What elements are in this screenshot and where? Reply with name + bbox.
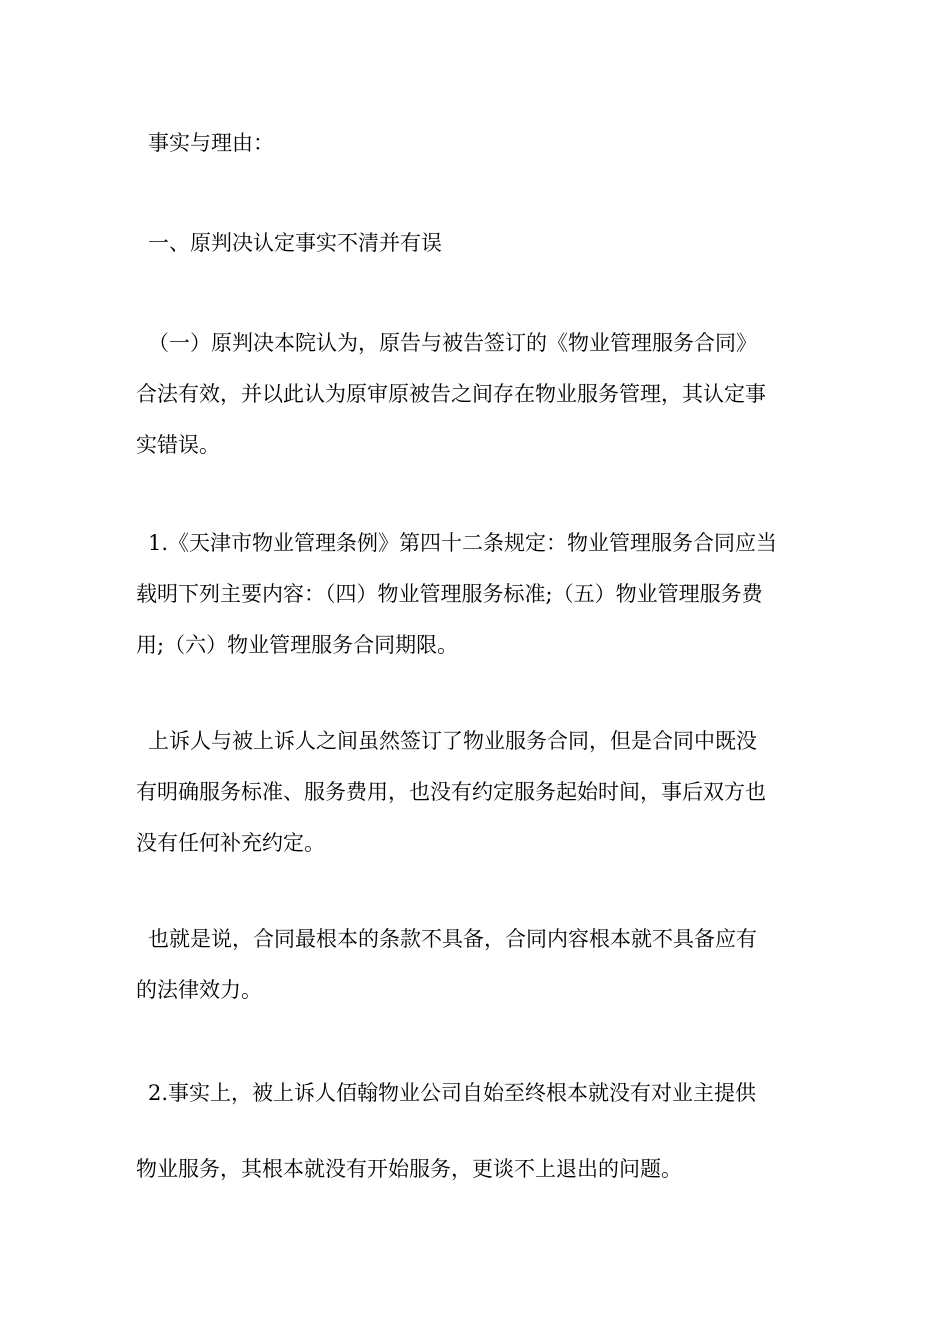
paragraph-line: 上诉人与被上诉人之间虽然签订了物业服务合同，但是合同中既没 — [148, 729, 757, 753]
paragraph-5-line-2 — [136, 1144, 816, 1195]
paragraph-1 — [136, 318, 816, 471]
paragraph-line: 有明确服务标准、服务费用，也没有约定服务起始时间，事后双方也 — [136, 780, 766, 804]
paragraph-line: 2.事实上，被上诉人佰翰物业公司自始至终根本就没有对业主提供 — [148, 1081, 757, 1105]
paragraph-3 — [136, 716, 816, 869]
paragraph-line: 1.《天津市物业管理条例》第四十二条规定：物业管理服务合同应当 — [148, 531, 778, 555]
paragraph-4 — [136, 914, 816, 1016]
section-1-title — [136, 218, 828, 269]
paragraph-line: 实错误。 — [136, 433, 220, 457]
paragraph-line: 的法律效力。 — [136, 978, 262, 1002]
heading-line: 事实与理由： — [148, 131, 274, 155]
paragraph-line: 物业服务，其根本就没有开始服务，更谈不上退出的问题。 — [136, 1157, 682, 1181]
paragraph-line: 没有任何补充约定。 — [136, 831, 325, 855]
paragraph-line: 合法有效，并以此认为原审原被告之间存在物业服务管理，其认定事 — [136, 382, 766, 406]
paragraph-2 — [136, 518, 816, 671]
heading-facts-reasons — [136, 118, 828, 169]
paragraph-line: 载明下列主要内容：（四）物业管理服务标准;（五）物业管理服务费 — [136, 582, 763, 606]
paragraph-line: 也就是说，合同最根本的条款不具备，合同内容根本就不具备应有 — [148, 927, 757, 951]
paragraph-5-line-1 — [136, 1068, 816, 1119]
paragraph-line: （一）原判决本院认为，原告与被告签订的《物业管理服务合同》 — [148, 331, 757, 355]
paragraph-line: 用;（六）物业管理服务合同期限。 — [136, 633, 459, 657]
section-title-line: 一、原判决认定事实不清并有误 — [148, 231, 442, 255]
